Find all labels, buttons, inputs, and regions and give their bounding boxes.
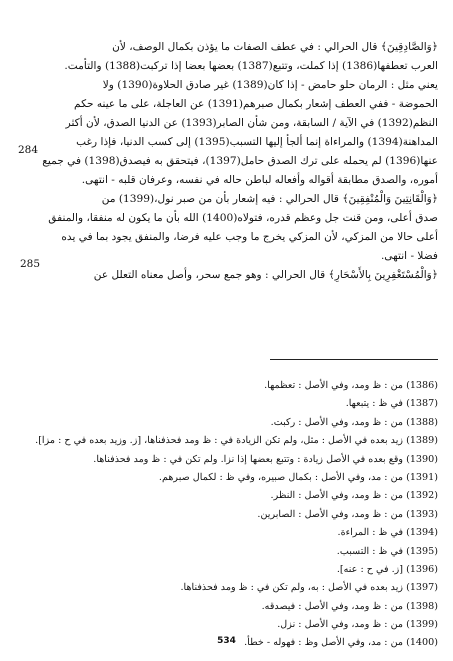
page-number: 534 — [217, 636, 236, 646]
text-line: الحموضة - ففي العطف إشعار بكمال صبرهم(1391) عن العاجلة، على ما عينه حكم — [74, 98, 438, 110]
footnote: (1391) من : مد، وفي الأصل : بكمال صبيره، وفي ظ : لكمال صبرهم. — [158, 471, 438, 483]
footnotes — [14, 377, 438, 653]
text-line: المداهنة(1394) والمراءاة إنما ألجأ إليها التسبب(1395) إلى كسب الدنيا، فإذا رغب — [76, 136, 438, 148]
text-line: فضلا - انتهى. — [380, 250, 438, 262]
footnote: (1395) في ظ : التسبب. — [336, 545, 438, 557]
text-line: ﴿وَالصَّادِقِينَ﴾ قال الحرالي : في عطف الصفات ما يؤذن بكمال الوصف، لأن — [112, 41, 438, 53]
footnote: (1400) من : مد، وفي الأصل وظ : فهوله - خطأ. — [244, 637, 438, 649]
text-line: النظم(1392) في الآية / السابقة، ومن شأن الصابر(1393) عن الدنيا الصدق، لأن أكثر — [65, 117, 438, 129]
text-line: العرب تعطفها(1386) إذا كملت، وتتبع(1387) بعضها بعضا إذا تركبت(1388) والتأمت. — [64, 60, 438, 72]
footnote: (1394) في ظ : المراءة. — [337, 527, 438, 539]
margin-number-285: 285 — [20, 258, 41, 270]
footnote: (1390) وقع بعده في الأصل زيادة : وتتبع بعضها إذا نزا. ولم تكن في : ظ ومد فحذفناها. — [93, 453, 438, 465]
text-line: أموره، والصدق مطابقة أقواله وأفعاله لباطن حاله في نفسه، وعرفان قلبه - انتهى. — [81, 174, 438, 186]
text-line: أعلى حالا من المزكي، لأن المزكي يخرج ما وجب عليه فرضا، والمنفق يجود بما في يده — [61, 231, 438, 243]
footnote: (1396) [ز. في ح : عنه]. — [336, 563, 438, 575]
footnote: (1399) من : ظ ومد، وفي الأصل : نزل. — [277, 619, 438, 631]
footnote: (1387) في ظ : يتبعها. — [345, 398, 438, 410]
main-text — [14, 38, 438, 285]
footnote-separator — [270, 359, 438, 360]
margin-number-284: 284 — [18, 144, 39, 156]
text-line: ﴿وَالْمُسْتَغْفِرِينَ بِالأَسْحَارِ﴾ قال الحرالي : وهو جمع سحر، وأصل معناه التعلل عن — [93, 269, 438, 281]
footnote: (1393) من : ظ ومد، وفي الأصل : الصابرين. — [257, 508, 438, 520]
text-line: صدق أعلى، ومن قنت جل وعظم قدره، فتولاه(1400) الله بأن ما يكون له منفقا، والمنفق — [48, 212, 438, 224]
text-line: ﴿وَالْقَانِتِينَ وَالْمُنْفِقِينَ﴾ قال الحرالي : فيه إشعار بأن من صبر نول،(1399) من — [101, 193, 438, 205]
text-line: يعني مثل : الرمان حلو حامض - إذا كان(1389) غير صادق الحلاوة(1390) ولا — [102, 79, 438, 91]
footnote: (1388) من : ظ ومد، وفي الأصل : ركبت. — [270, 416, 438, 428]
footnote: (1397) زيد بعده في الأصل : به، ولم تكن في : ظ ومد فحذفناها. — [180, 582, 438, 594]
footnote: (1398) من : ظ ومد، وفي الأصل : فيصدقه. — [261, 600, 438, 612]
footnote: (1386) من : ظ ومد، وفي الأصل : تعظمها. — [264, 380, 438, 391]
footnote: (1392) من : ظ ومد، وفي الأصل : النظر. — [270, 490, 438, 502]
text-line: عنها(1396) لم يحمله على ترك الصدق حامل(1397)، فيتحقق به فيصدق(1398) في جميع — [42, 155, 438, 167]
footnote: (1389) زيد بعده في الأصل : مثل، ولم تكن الزيادة في : ظ ومد فحذفناها، [ز. وزيد بعده في ح : مزا]. — [35, 435, 438, 447]
